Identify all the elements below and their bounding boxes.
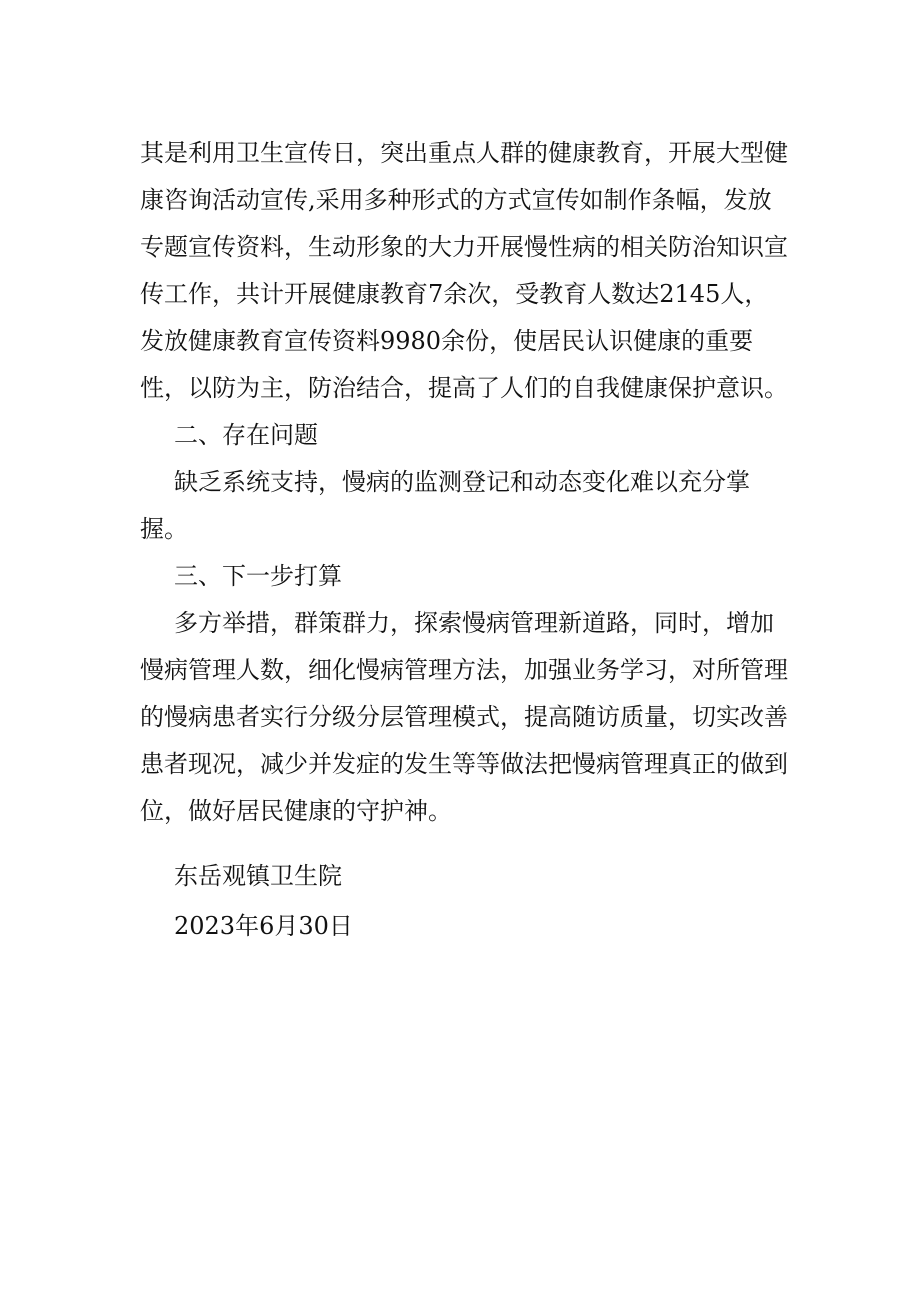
signature-organization: 东岳观镇卫生院 <box>174 862 342 890</box>
text-line: 患者现况，减少并发症的发生等等做法把慢病管理真正的做到 <box>140 750 788 778</box>
text-line: 专题宣传资料，生动形象的大力开展慢性病的相关防治知识宣 <box>140 233 788 261</box>
text-line: 的慢病患者实行分级分层管理模式，提高随访质量，切实改善 <box>140 703 788 731</box>
text-line: 性，以防为主，防治结合，提高了人们的自我健康保护意识。 <box>140 374 788 402</box>
section-heading-problems: 二、存在问题 <box>174 421 318 449</box>
text-line: 慢病管理人数，细化慢病管理方法，加强业务学习，对所管理 <box>140 656 788 684</box>
text-line: 发放健康教育宣传资料9980余份，使居民认识健康的重要 <box>140 327 754 355</box>
section-heading-next-steps: 三、下一步打算 <box>174 562 342 590</box>
text-line: 传工作，共计开展健康教育7余次，受教育人数达2145人， <box>140 280 769 308</box>
text-line: 其是利用卫生宣传日，突出重点人群的健康教育，开展大型健 <box>140 139 788 167</box>
text-line: 缺乏系统支持，慢病的监测登记和动态变化难以充分掌 <box>174 468 750 496</box>
signature-date: 2023年6月30日 <box>174 912 353 940</box>
text-line: 康咨询活动宣传,采用多种形式的方式宣传如制作条幅，发放 <box>140 186 772 214</box>
text-line: 握。 <box>140 515 188 543</box>
text-line: 位，做好居民健康的守护神。 <box>140 797 452 825</box>
text-line: 多方举措，群策群力，探索慢病管理新道路，同时，增加 <box>174 609 774 637</box>
